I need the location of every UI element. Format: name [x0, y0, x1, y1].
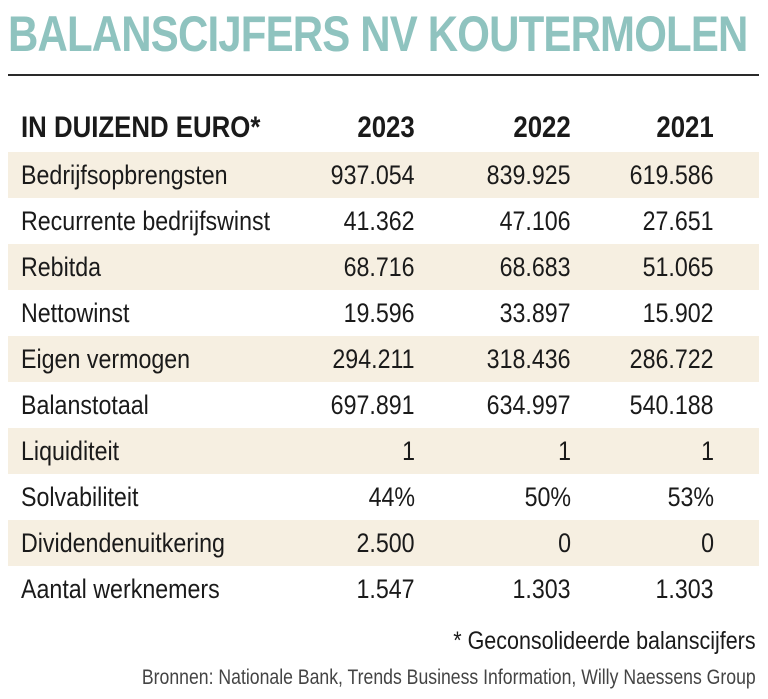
row-label: Eigen vermogen	[21, 344, 191, 374]
balance-table	[8, 104, 759, 612]
value-2021: 286.722	[630, 344, 714, 374]
table-row	[8, 152, 759, 198]
row-label: Recurrente bedrijfswinst	[21, 206, 271, 236]
value-2023: 937.054	[331, 160, 415, 190]
value-2021: 0	[701, 528, 714, 558]
value-2022: 47.106	[499, 206, 571, 236]
value-2021: 27.651	[642, 206, 714, 236]
title-divider	[8, 74, 759, 76]
table-row	[8, 566, 759, 612]
value-2022: 68.683	[499, 252, 571, 282]
value-2022: 0	[558, 528, 571, 558]
value-2022: 1.303	[512, 574, 571, 604]
value-2023: 697.891	[331, 390, 415, 420]
table-row	[8, 474, 759, 520]
value-2022: 839.925	[487, 160, 571, 190]
row-label: Rebitda	[21, 252, 102, 282]
value-2023: 1.547	[356, 574, 415, 604]
row-label: Dividendenuitkering	[21, 528, 225, 558]
value-2023: 44%	[368, 482, 415, 512]
value-2021: 51.065	[642, 252, 714, 282]
value-2023: 68.716	[343, 252, 415, 282]
table-row	[8, 520, 759, 566]
row-label: Aantal werknemers	[21, 574, 220, 604]
header-year-2021: 2021	[656, 111, 714, 144]
value-2023: 19.596	[343, 298, 415, 328]
value-2021: 1	[701, 436, 714, 466]
sources-line: Bronnen: Nationale Bank, Trends Business Information, Willy Naessens Group	[142, 666, 756, 689]
value-2022: 33.897	[499, 298, 571, 328]
header-year-2022: 2022	[513, 111, 571, 144]
row-label: Solvabiliteit	[21, 482, 139, 512]
row-label: Bedrijfsopbrengsten	[21, 160, 228, 190]
value-2023: 1	[402, 436, 415, 466]
row-label: Balanstotaal	[21, 390, 149, 420]
page-title: BALANSCIJFERS NV KOUTERMOLEN	[8, 6, 748, 62]
value-2023: 2.500	[356, 528, 415, 558]
value-2021: 540.188	[630, 390, 714, 420]
row-label: Nettowinst	[21, 298, 130, 328]
table-row	[8, 290, 759, 336]
value-2022: 50%	[524, 482, 571, 512]
value-2021: 619.586	[630, 160, 714, 190]
footnote: * Geconsolideerde balanscijfers	[453, 627, 756, 655]
value-2023: 41.362	[343, 206, 415, 236]
value-2023: 294.211	[332, 344, 415, 374]
header-unit-label: IN DUIZEND EURO*	[21, 111, 261, 144]
value-2021: 15.902	[642, 298, 714, 328]
value-2021: 53%	[667, 482, 714, 512]
row-label: Liquiditeit	[21, 436, 120, 466]
table-row	[8, 336, 759, 382]
table-row	[8, 198, 759, 244]
value-2022: 634.997	[487, 390, 571, 420]
table-row	[8, 428, 759, 474]
header-year-2023: 2023	[357, 111, 415, 144]
value-2021: 1.303	[655, 574, 714, 604]
value-2022: 318.436	[487, 344, 571, 374]
table-header-row	[8, 104, 759, 152]
table-row	[8, 382, 759, 428]
value-2022: 1	[558, 436, 571, 466]
table-row	[8, 244, 759, 290]
